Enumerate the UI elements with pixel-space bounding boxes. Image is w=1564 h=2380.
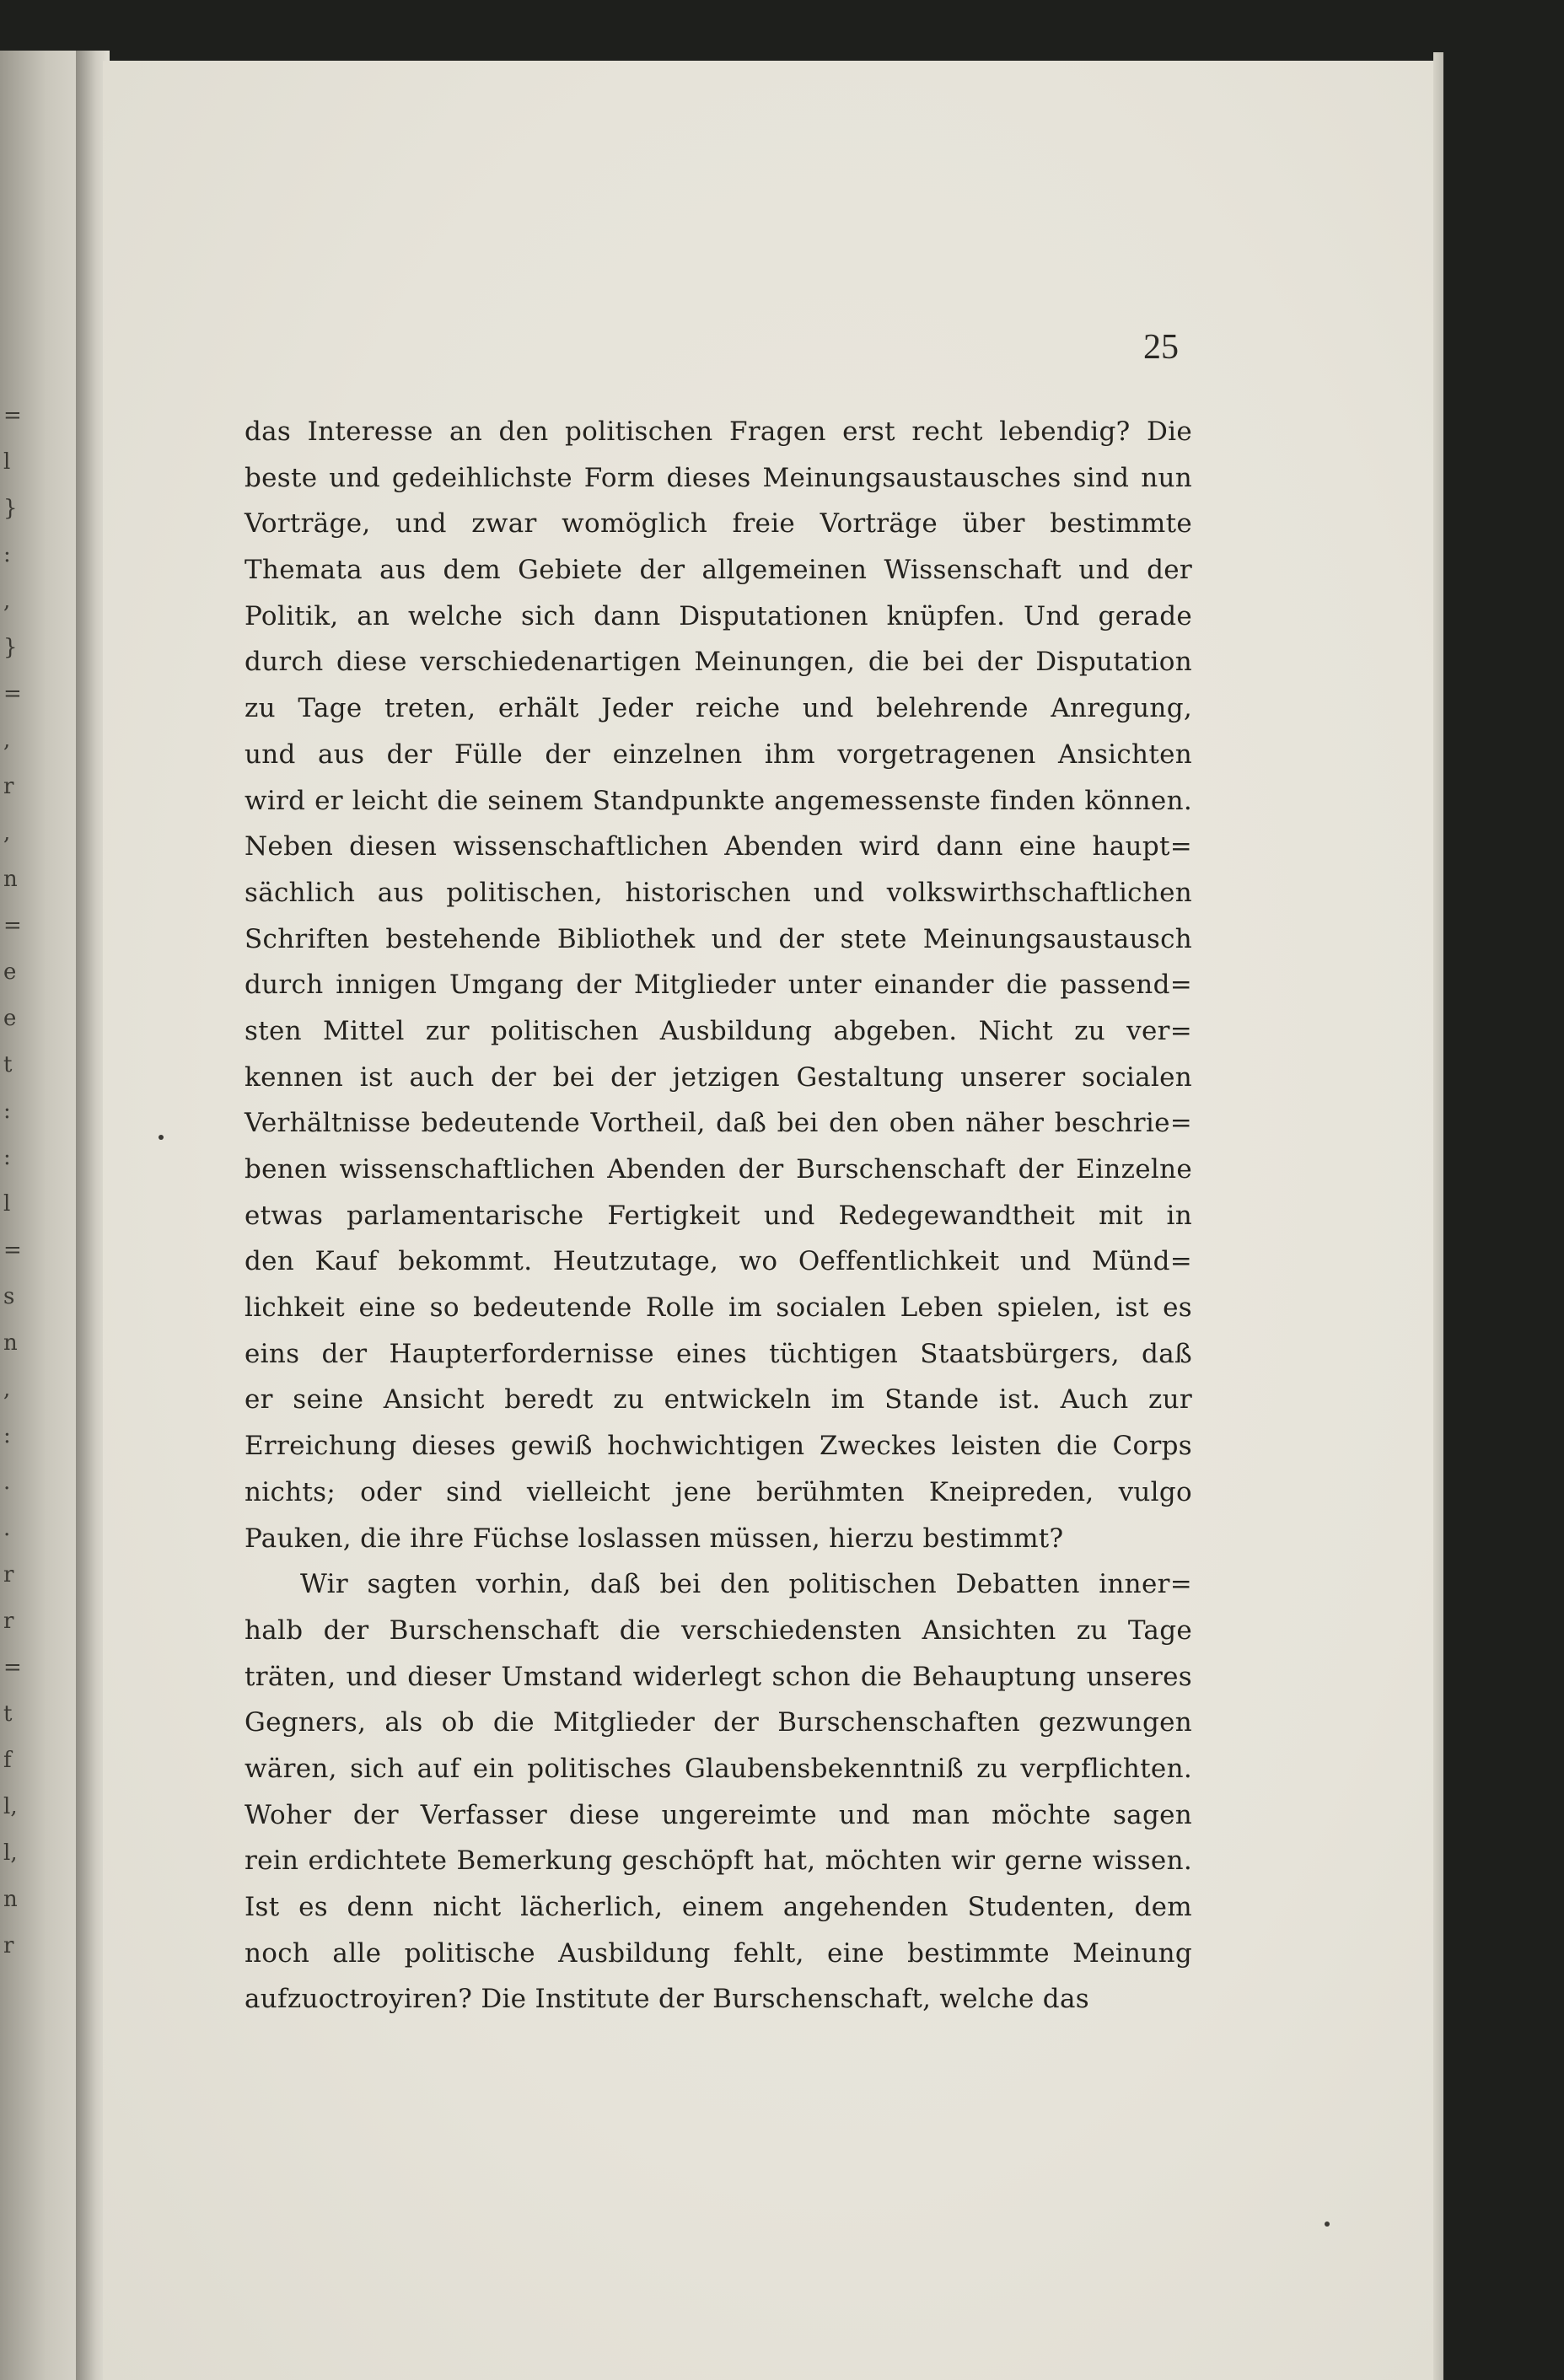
text-line: Erreichung dieses gewiß hochwichtigen Zweckes leisten die Corps: [245, 1431, 1192, 1462]
ink-speck: [159, 1135, 164, 1140]
facing-page-fragment: :: [3, 1423, 11, 1448]
facing-page-fragment: s: [3, 1284, 15, 1309]
text-line: durch diese verschiedenartigen Meinungen, die bei der Disputation: [245, 647, 1192, 678]
facing-page-fragment: =: [3, 913, 22, 938]
text-line: sten Mittel zur politischen Ausbildung abgeben. Nicht zu ver=: [245, 1015, 1192, 1046]
facing-page-fragment: :: [3, 1099, 11, 1124]
text-line: Vorträge, und zwar womöglich freie Vorträge über bestimmte: [245, 508, 1192, 540]
text-line: Ist es denn nicht lächerlich, einem angehenden Studenten, dem: [245, 1892, 1192, 1922]
facing-page-fragment: l,: [3, 1794, 18, 1819]
text-line: Wir sagten vorhin, daß bei den politischen Debatten inner=: [300, 1569, 1192, 1600]
text-line: Schriften bestehende Bibliothek und der stete Meinungsaustausch: [245, 923, 1192, 954]
text-line: eins der Haupterfordernisse eines tüchtigen Staatsbürgers, daß: [245, 1338, 1192, 1369]
facing-page-fragment: f: [3, 1748, 12, 1773]
text-line: sächlich aus politischen, historischen und volkswirthschaftlichen: [245, 877, 1192, 908]
facing-page-fragment: =: [3, 1238, 22, 1263]
text-line: Verhältnisse bedeutende Vortheil, daß bei den oben näher beschrie=: [245, 1108, 1192, 1139]
facing-page-fragment: l: [3, 449, 11, 475]
facing-page-fragment: =: [3, 1655, 22, 1680]
text-line: das Interesse an den politischen Fragen erst recht lebendig? Die: [245, 416, 1192, 447]
facing-page-fragment: n: [3, 867, 18, 892]
ink-speck: [1325, 2222, 1330, 2227]
facing-page-fragment: ,: [3, 728, 11, 753]
facing-page-fragment: =: [3, 403, 22, 428]
text-line: den Kauf bekommt. Heutzutage, wo Oeffentlichkeit und Münd=: [245, 1246, 1192, 1277]
facing-page-fragment: e: [3, 959, 17, 985]
facing-page-fragment: ,: [3, 820, 11, 846]
facing-page-fragment: t: [3, 1052, 13, 1077]
facing-page-fragment: ,: [3, 588, 11, 614]
facing-page-fragment: :: [3, 1145, 11, 1170]
facing-page-fragment: e: [3, 1006, 17, 1031]
facing-page-fragment: .: [3, 1516, 11, 1541]
text-line: Gegners, als ob die Mitglieder der Burschenschaften gezwungen: [245, 1707, 1192, 1738]
facing-page-fragment: =: [3, 681, 22, 706]
text-line: beste und gedeihlichste Form dieses Meinungsaustausches sind nun: [245, 462, 1192, 493]
text-line: halb der Burschenschaft die verschiedensten Ansichten zu Tage: [245, 1614, 1192, 1646]
text-line: aufzuoctroyiren? Die Institute der Burschenschaft, welche das: [245, 1984, 1089, 2015]
facing-page-fragment: l: [3, 1191, 11, 1217]
text-line: durch innigen Umgang der Mitglieder unter einander die passend=: [245, 970, 1192, 1001]
text-line: wären, sich auf ein politisches Glaubensbekenntniß zu verpflichten.: [245, 1753, 1192, 1784]
text-line: etwas parlamentarische Fertigkeit und Redegewandtheit mit in: [245, 1200, 1192, 1231]
text-line: er seine Ansicht beredt zu entwickeln im Stande ist. Auch zur: [245, 1384, 1192, 1416]
text-line: noch alle politische Ausbildung fehlt, eine bestimmte Meinung: [245, 1937, 1192, 1969]
facing-page-fragment: r: [3, 1562, 14, 1588]
text-line: rein erdichtete Bemerkung geschöpft hat, möchten wir gerne wissen.: [245, 1845, 1192, 1877]
text-line: Pauken, die ihre Füchse loslassen müssen, hierzu bestimmt?: [245, 1523, 1064, 1554]
text-line: kennen ist auch der bei der jetzigen Gestaltung unserer socialen: [245, 1061, 1192, 1093]
page-number: 25: [1143, 328, 1179, 367]
facing-page-fragment: n: [3, 1330, 18, 1356]
facing-page-edge: [0, 51, 84, 2380]
text-line: Neben diesen wissenschaftlichen Abenden wird dann eine haupt=: [245, 831, 1192, 862]
text-line: nichts; oder sind vielleicht jene berühmten Kneipreden, vulgo: [245, 1476, 1192, 1507]
facing-page-fragment: l,: [3, 1840, 18, 1866]
facing-page-fragment: t: [3, 1701, 13, 1727]
text-line: und aus der Fülle der einzelnen ihm vorgetragenen Ansichten: [245, 739, 1192, 770]
facing-page-fragment: }: [3, 496, 18, 521]
facing-page-fragment: .: [3, 1469, 11, 1495]
text-line: Woher der Verfasser diese ungereimte und man möchte sagen: [245, 1799, 1192, 1830]
facing-page-fragment: }: [3, 635, 18, 660]
text-line: benen wissenschaftlichen Abenden der Burschenschaft der Einzelne: [245, 1154, 1192, 1185]
facing-page-fragment: :: [3, 542, 11, 567]
body-text: [245, 409, 1192, 2023]
text-line: wird er leicht die seinem Standpunkte angemessenste finden können.: [245, 785, 1192, 816]
facing-page-fragment: r: [3, 1609, 14, 1634]
text-line: zu Tage treten, erhält Jeder reiche und belehrende Anregung,: [245, 693, 1192, 724]
facing-page-fragment: r: [3, 1933, 14, 1958]
facing-page-fragment: ,: [3, 1377, 11, 1402]
facing-page-fragment: r: [3, 774, 14, 799]
facing-page-fragment: n: [3, 1887, 18, 1912]
text-line: Themata aus dem Gebiete der allgemeinen Wissenschaft und der: [245, 555, 1192, 586]
text-line: Politik, an welche sich dann Disputationen knüpfen. Und gerade: [245, 600, 1192, 631]
text-line: lichkeit eine so bedeutende Rolle im socialen Leben spielen, ist es: [245, 1292, 1192, 1324]
page-fore-edge: [1433, 52, 1443, 2380]
text-line: träten, und dieser Umstand widerlegt schon die Behauptung unseres: [245, 1661, 1192, 1692]
